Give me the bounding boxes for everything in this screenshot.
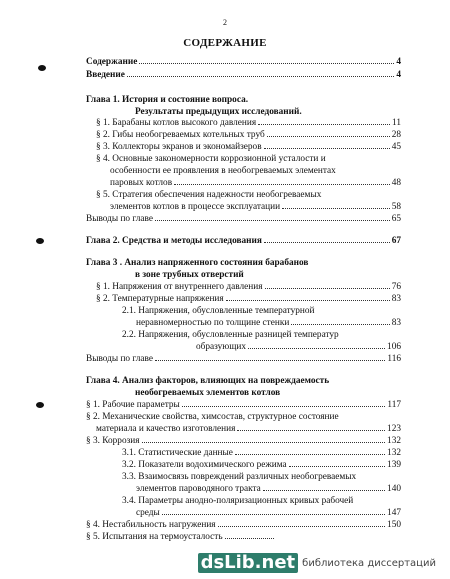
toc-entry-text: § 2. Механические свойства, химсостав, структурное состояние xyxy=(86,412,339,422)
toc-entry[interactable]: паровых котлов 48 xyxy=(110,178,401,188)
toc-entry[interactable]: материала и качество изготовления 123 xyxy=(96,424,401,434)
chapter-heading: Глава 3 . Анализ напряженного состояния барабанов xyxy=(86,258,309,268)
toc-entry[interactable]: среды 147 xyxy=(136,508,401,518)
binding-hole xyxy=(36,238,44,244)
toc-entry[interactable]: элементов котлов в процессе эксплуатации 58 xyxy=(110,202,401,212)
page-title: СОДЕРЖАНИЕ xyxy=(183,37,267,49)
toc-entry[interactable]: § 1. Рабочие параметры 117 xyxy=(86,400,401,410)
toc-entry-text: § 4. Основные закономерности коррозионной усталости и xyxy=(96,154,326,164)
page-number: 2 xyxy=(223,18,227,27)
toc-entry[interactable]: § 4. Нестабильность нагружения 150 xyxy=(86,520,401,530)
chapter-heading: в зоне трубных отверстий xyxy=(135,270,244,280)
toc-entry[interactable]: § 3. Коррозия 132 xyxy=(86,436,401,446)
chapter-heading: Глава 4. Анализ факторов, влияющих на повреждаемость xyxy=(86,376,330,386)
binding-hole xyxy=(38,65,46,71)
toc-entry-text: особенности ее проявления в необогреваемых элементах xyxy=(110,166,336,176)
toc-entry[interactable]: 3.1. Статистические данные 132 xyxy=(122,448,401,458)
watermark-logo: dsLib.net xyxy=(198,553,299,573)
toc-entry[interactable]: § 5. Испытания на термоусталость xyxy=(86,532,276,543)
toc-entry[interactable]: § 1. Барабаны котлов высокого давления 11 xyxy=(96,118,401,128)
toc-entry[interactable]: § 2. Гибы необогреваемых котельных труб 28 xyxy=(96,130,401,140)
watermark xyxy=(198,553,436,573)
toc-entry[interactable]: Введение 4 xyxy=(86,70,401,80)
chapter-heading: необогреваемых элементов котлов xyxy=(135,388,281,398)
watermark-text: библиотека диссертаций xyxy=(302,557,436,569)
toc-entry[interactable]: элементов пароводяного тракта 140 xyxy=(136,484,401,494)
toc-entry[interactable]: § 2. Температурные напряжения 83 xyxy=(96,294,401,304)
toc-entry-text: 2.1. Напряжения, обусловленные температурной xyxy=(122,306,315,316)
toc-entry[interactable]: § 3. Коллекторы экранов и экономайзеров 45 xyxy=(96,142,401,152)
toc-entry[interactable]: неравномерностью по толщине стенки 83 xyxy=(136,318,401,328)
toc-entry[interactable]: Выводы по главе 65 xyxy=(86,214,401,224)
binding-hole xyxy=(36,402,44,408)
toc-entry[interactable]: Выводы по главе 116 xyxy=(86,354,401,364)
toc-entry[interactable]: 3.2. Показатели водохимического режима 139 xyxy=(122,460,401,470)
chapter-heading: Результаты предыдущих исследований. xyxy=(135,107,302,117)
toc-entry[interactable]: образующих 106 xyxy=(196,342,401,352)
chapter-heading: Глава 1. История и состояние вопроса. xyxy=(86,95,249,105)
toc-entry-text: 3.3. Взаимосвязь повреждений различных необогреваемых xyxy=(122,472,357,482)
toc-entry-text: 3.4. Параметры анодно-поляризационных кривых рабочей xyxy=(122,496,354,506)
toc-entry[interactable]: § 1. Напряжения от внутреннего давления 76 xyxy=(96,282,401,292)
toc-entry[interactable]: Содержание 4 xyxy=(86,57,401,67)
toc-entry[interactable]: Глава 2. Средства и методы исследования 67 xyxy=(86,236,401,246)
toc-entry-text: § 5. Стратегия обеспечения надежности необогреваемых xyxy=(96,190,322,200)
toc-entry-text: 2.2. Напряжения, обусловленные разницей температур xyxy=(122,330,339,340)
